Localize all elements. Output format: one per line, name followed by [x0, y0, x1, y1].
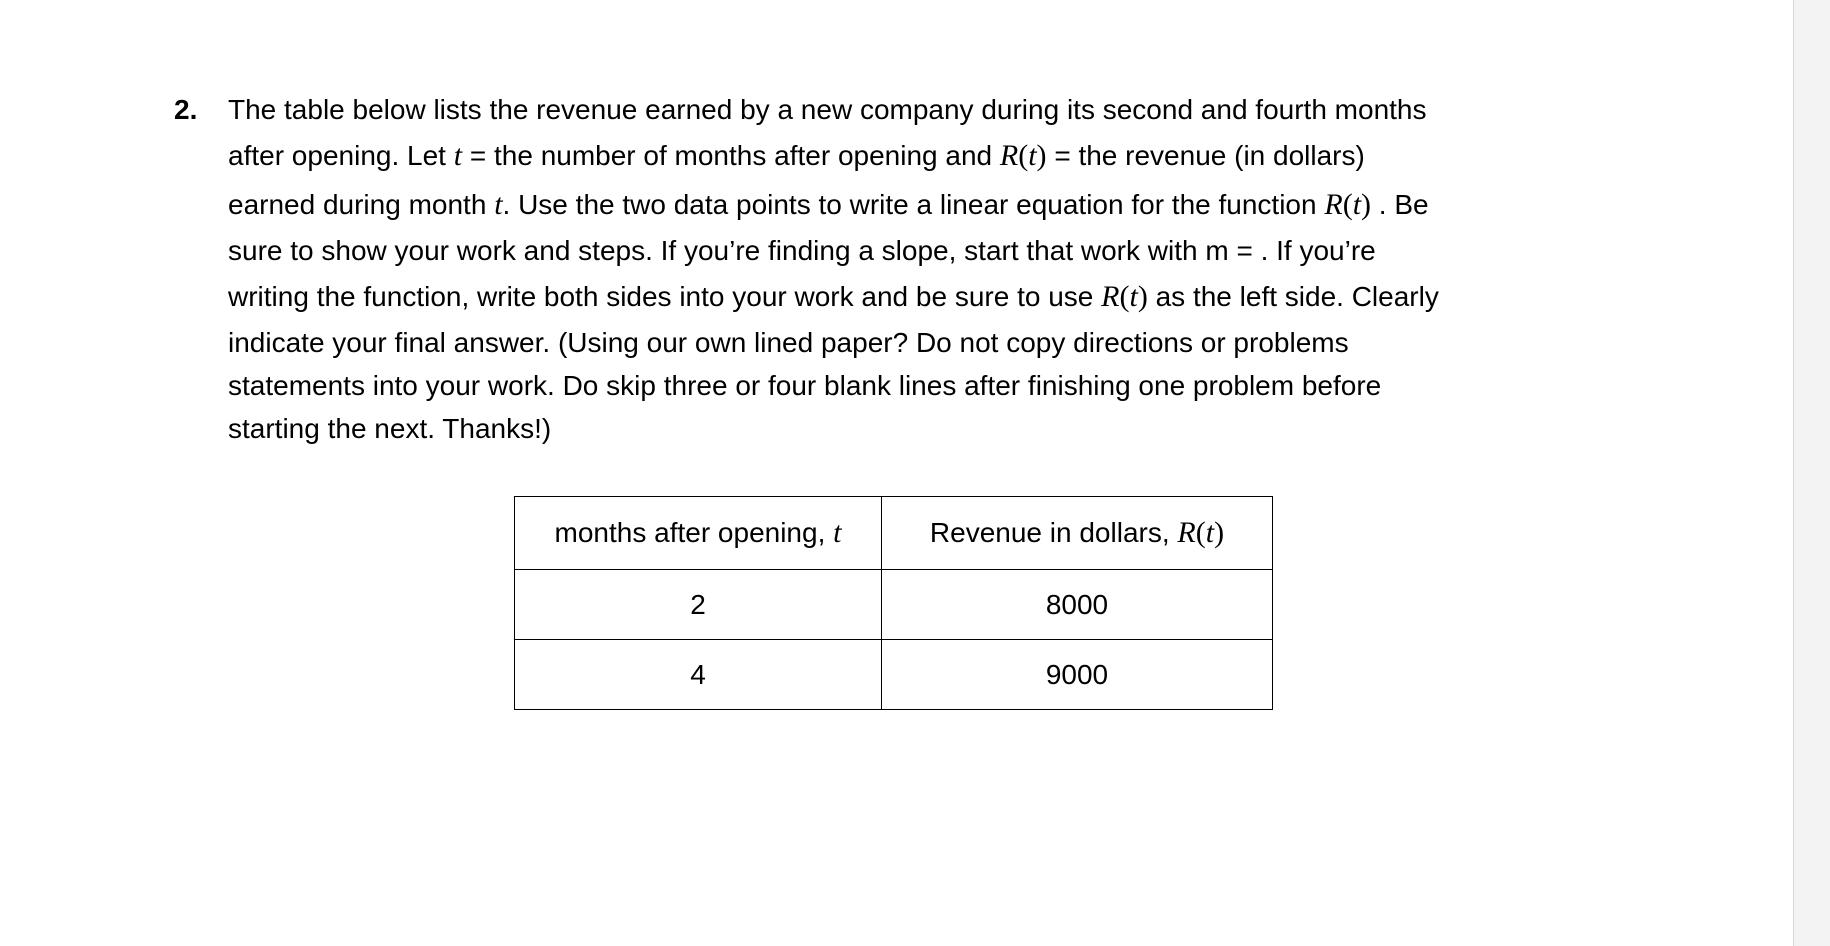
math-expression: t	[833, 516, 842, 549]
problem-line: indicate your final answer. (Using our own lined paper? Do not copy directions or problems	[228, 327, 1349, 358]
scrollbar-track[interactable]	[1793, 0, 1830, 946]
problem-line: starting the next. Thanks!)	[228, 413, 552, 444]
problem-line: after opening. Let t = the number of months after opening and R(t) = the revenue (in dollars)	[228, 139, 1365, 172]
problem-line: writing the function, write both sides into your work and be sure to use R(t) as the left side. Clearly	[228, 280, 1439, 313]
problem-statement	[228, 88, 1594, 450]
cell-revenue: 8000	[882, 570, 1273, 640]
math-expression: t	[494, 188, 503, 221]
table-row	[515, 640, 1273, 710]
cell-months: 4	[515, 640, 882, 710]
header-months: months after opening, t	[515, 497, 882, 570]
problem-line: sure to show your work and steps. If you’re finding a slope, start that work with m = . If you’re	[228, 235, 1376, 266]
cell-revenue: 9000	[882, 640, 1273, 710]
problem-number: 2.	[174, 94, 198, 125]
problem-line: The table below lists the revenue earned by a new company during its second and fourth months	[228, 94, 1427, 125]
problem-line: statements into your work. Do skip three or four blank lines after finishing one problem before	[228, 370, 1382, 401]
table-row	[515, 570, 1273, 640]
math-expression: R(t)	[1324, 188, 1372, 221]
math-expression: R(t)	[999, 139, 1047, 172]
cell-months: 2	[515, 570, 882, 640]
revenue-table	[514, 496, 1273, 710]
header-revenue: Revenue in dollars, R(t)	[882, 497, 1273, 570]
table-header-row	[515, 497, 1273, 570]
problem-line: earned during month t. Use the two data points to write a linear equation for the function R(t) . Be	[228, 188, 1429, 221]
math-expression: t	[453, 139, 463, 172]
math-expression: R(t)	[1101, 280, 1148, 313]
math-expression: R(t)	[1177, 516, 1225, 549]
